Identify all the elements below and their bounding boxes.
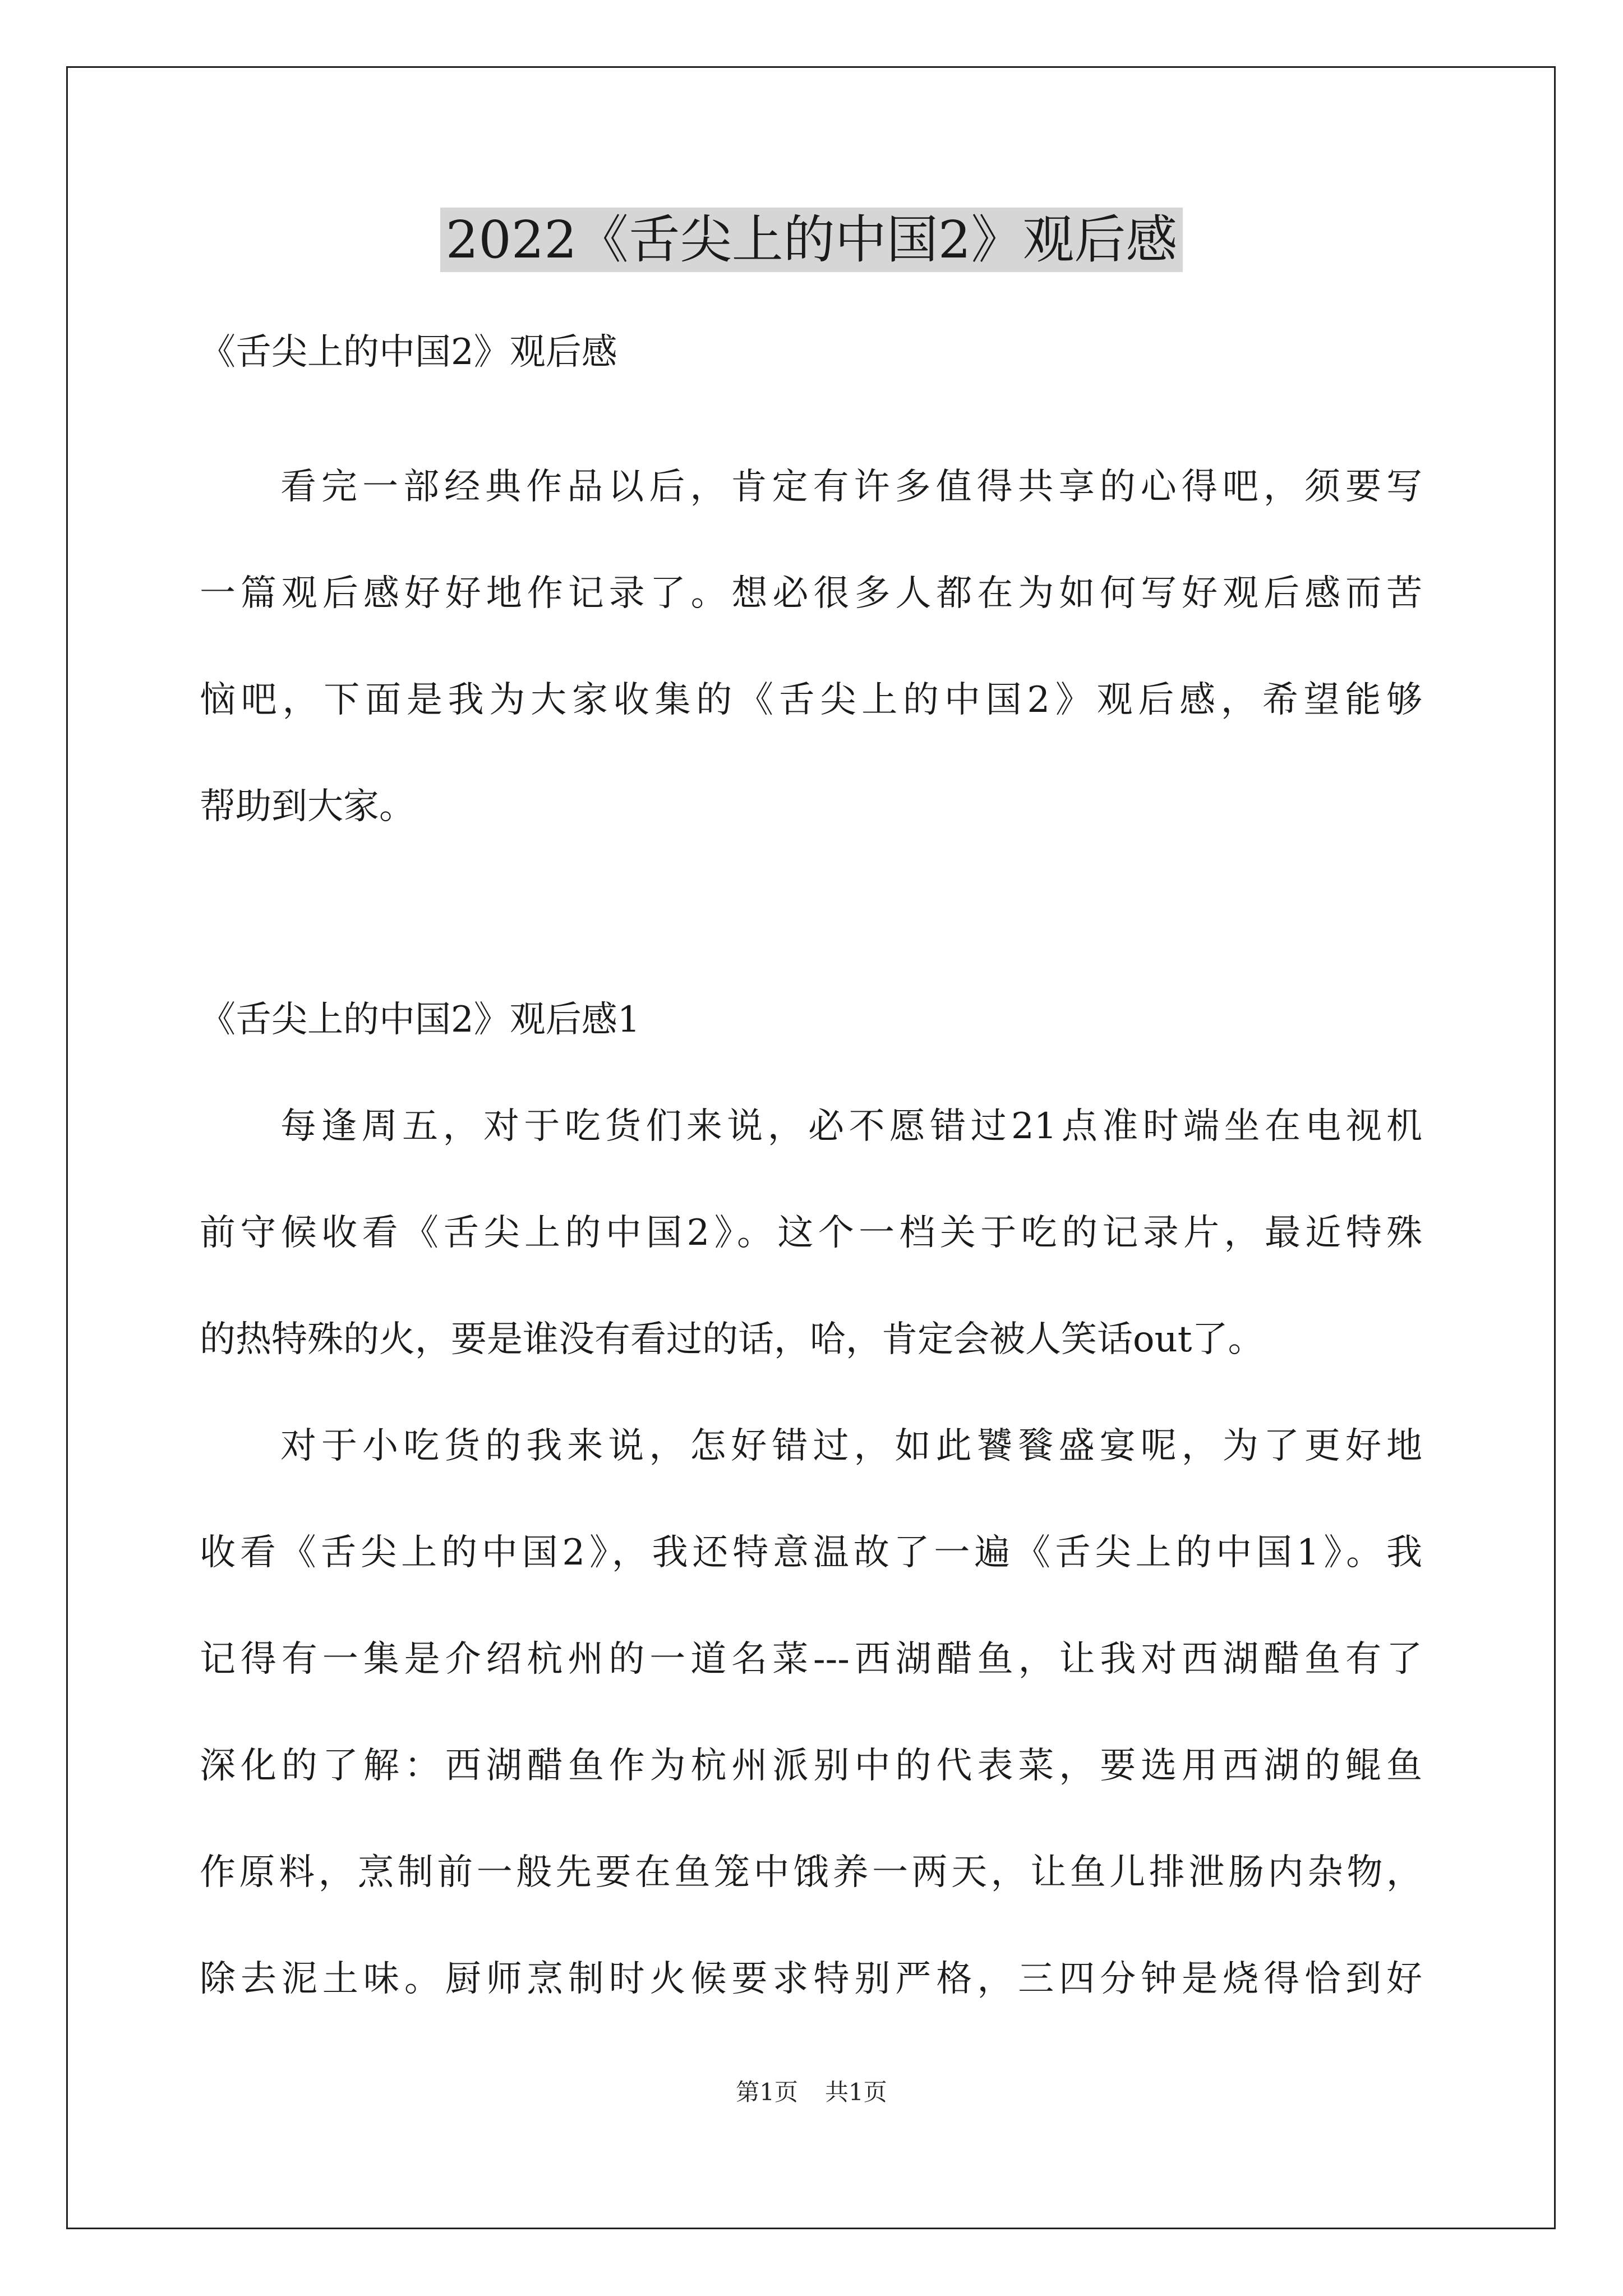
intro-line-2: 一篇观后感好好地作记录了。想必很多人都在为如何写好观后感而苦 (200, 573, 1422, 614)
section-heading: 《舌尖上的中国2》观后感1 (200, 999, 640, 1041)
intro-line-4: 帮助到大家。 (200, 786, 415, 827)
para1-line-3: 的热特殊的火，要是谁没有看过的话，哈，肯定会被人笑话out了。 (200, 1319, 1264, 1360)
page-number: 第1页 (736, 2078, 798, 2106)
document-title-text: 2022《舌尖上的中国2》观后感 (440, 208, 1183, 272)
intro-line-1: 看完一部经典作品以后，肯定有许多值得共享的心得吧，须要写 (280, 466, 1422, 508)
para2-line-3: 记得有一集是介绍杭州的一道名菜---西湖醋鱼，让我对西湖醋鱼有了 (200, 1639, 1422, 1680)
subtitle: 《舌尖上的中国2》观后感 (200, 332, 617, 373)
page-total: 共1页 (825, 2078, 887, 2106)
para1-line-2: 前守候收看《舌尖上的中国2》。这个一档关于吃的记录片，最近特殊 (200, 1212, 1422, 1254)
page-footer (0, 2076, 1623, 2109)
para2-line-1: 对于小吃货的我来说，怎好错过，如此饕餮盛宴呢，为了更好地 (280, 1425, 1422, 1467)
para2-line-6: 除去泥土味。厨师烹制时火候要求特别严格，三四分钟是烧得恰到好 (200, 1958, 1422, 2000)
document-title (0, 201, 1623, 279)
para1-line-1: 每逢周五，对于吃货们来说，必不愿错过21点准时端坐在电视机 (280, 1106, 1422, 1147)
para2-line-4: 深化的了解：西湖醋鱼作为杭州派别中的代表菜，要选用西湖的鲲鱼 (200, 1745, 1422, 1787)
intro-line-3: 恼吧，下面是我为大家收集的《舌尖上的中国2》观后感，希望能够 (200, 679, 1422, 721)
para2-line-2: 收看《舌尖上的中国2》，我还特意温故了一遍《舌尖上的中国1》。我 (200, 1532, 1422, 1573)
para2-line-5: 作原料，烹制前一般先要在鱼笼中饿养一两天，让鱼儿排泄肠内杂物， (200, 1852, 1422, 1893)
